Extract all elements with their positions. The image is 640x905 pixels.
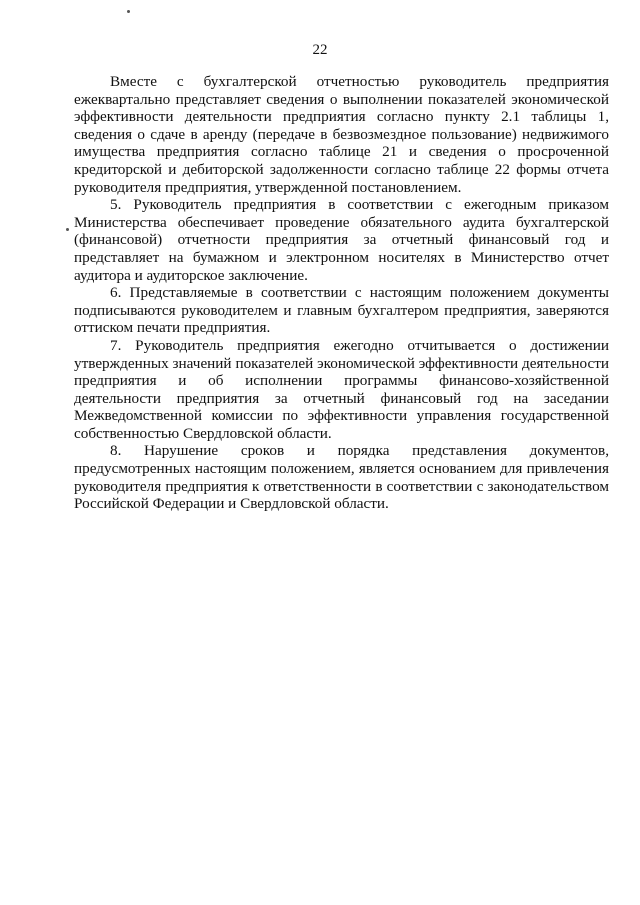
document-body (74, 73, 609, 513)
paragraph-8-liability: 8. Нарушение сроков и порядка представления документов, предусмотренных настоящим положением, является основанием для привлечения руководителя предприятия к ответственности в соответствии с законодательством Российской Федерации и Свердловской области. (74, 442, 609, 513)
paragraph-5-audit: 5. Руководитель предприятия в соответствии с ежегодным приказом Министерства обеспечивает проведение обязательного аудита бухгалтерской (финансовой) отчетности предприятия за отчетный финансовый год и представляет на бумажном и электронном носителях в Министерство отчет аудитора и аудиторское заключение. (74, 196, 609, 284)
page-number: 22 (312, 42, 328, 58)
paragraph-7-annual-report: 7. Руководитель предприятия ежегодно отчитывается о достижении утвержденных значений показателей экономической эффективности деятельности предприятия и об исполнении программы финансово-хозяйственной деятельности предприятия за отчетный финансовый год на заседании Межведомственной комиссии по эффективности управления государственной собственностью Свердловской области. (74, 336, 609, 442)
scan-speck (127, 10, 130, 13)
paragraph-6-signatures: 6. Представляемые в соответствии с настоящим положением документы подписываются руководителем и главным бухгалтером предприятия, заверяются оттиском печати предприятия. (74, 284, 609, 337)
paragraph-reporting: Вместе с бухгалтерской отчетностью руководитель предприятия ежеквартально представляет сведения о выполнении показателей экономической эффективности деятельности предприятия согласно пункту 2.1 таблицы 1, сведения о сдаче в аренду (передаче в безвозмездное пользование) недвижимого имущества предприятия согласно таблице 21 и сведения о просроченной кредиторской и дебиторской задолженности согласно таблице 22 формы отчета руководителя предприятия, утвержденной постановлением. (74, 73, 609, 196)
scan-speck (66, 228, 69, 231)
